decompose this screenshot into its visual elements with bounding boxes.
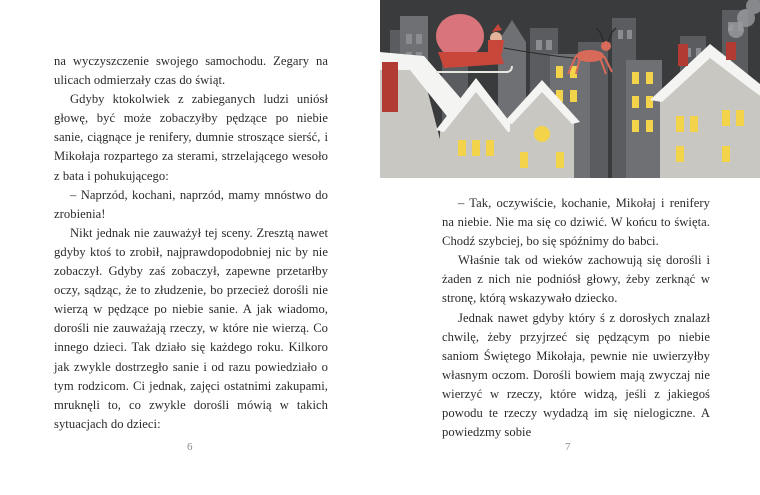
paragraph: – Naprzód, kochani, naprzód, mamy mnóstwo do zrobienia! bbox=[54, 187, 328, 221]
paragraph: – Tak, oczywiście, kochanie, Mikołaj i renifery na niebie. Nie ma się co dziwić. W końcu to święta. Chodź szybciej, bo się spóźnimy do babci. bbox=[442, 196, 710, 249]
chimney-right bbox=[678, 44, 688, 66]
page-number: 6 bbox=[187, 441, 193, 453]
city-sleigh-illustration bbox=[380, 0, 760, 178]
gable-left-windows bbox=[458, 140, 494, 156]
right-page-text bbox=[442, 194, 710, 442]
chimney-far-right bbox=[726, 42, 736, 60]
right-page bbox=[380, 0, 760, 495]
left-page-text bbox=[54, 52, 328, 434]
page-number: 7 bbox=[565, 441, 571, 453]
round-window bbox=[534, 126, 550, 142]
paragraph: Właśnie tak od wieków zachowują się dorośli i żaden z nich nie podniósł głowy, żeby zerknąć w stronę, którą wskazywało dziecko. bbox=[442, 253, 710, 306]
paragraph: na wyczyszczenie swojego samochodu. Zegary na ulicach odmierzały czas do świąt. bbox=[54, 54, 328, 88]
chimney-left bbox=[382, 62, 398, 112]
paragraph: Nikt jednak nie zauważył tej sceny. Zresztą nawet gdyby ktoś to zrobił, najprawdopodobniej nic by nie zobaczył. Gdyby zaś zobaczył, zapewne przetarłby oczy, sądząc, że to złudzenie, bo przecież dorośli nie wierzą w pędzące po niebie sanie. A jak wiadomo, dorośli nie zauważają rzeczy, w które nie wierzą. Co innego dzieci. Tak działo się każdego roku. Kilkoro jak zwykle dostrzegło sanie i od razu powiedziało o tym rodzicom. Ci jednak, zajęci ostatnimi zakupami, mruknęli to, co zwykle dorośli mówią w takich sytuacjach do dzieci: bbox=[54, 225, 328, 431]
christmas-illustration bbox=[380, 0, 760, 178]
paragraph: Gdyby ktokolwiek z zabieganych ludzi uniósł głowę, być może zobaczyłby pędzące po niebie sanie, ciągnące je renifery, dumnie stroszące sierść, i Mikołaja rozpartego za sterami, strzelającego wesoło z bata i pohukującego: bbox=[54, 92, 328, 183]
gift-sack bbox=[436, 14, 484, 58]
paragraph: Jednak nawet gdyby który ś z dorosłych znalazł chwilę, żeby przyjrzeć się pędzącym po niebie saniom Świętego Mikołaja, pewnie nie uwierzyłby własnym oczom. Dorośli bowiem mają zwyczaj nie wierzyć w rzeczy, które widzą, jeśli z jakiegoś powodu te rzeczy wydadzą im się nielogiczne. A powiedzmy sobie bbox=[442, 310, 710, 440]
santa-coat bbox=[488, 40, 504, 54]
